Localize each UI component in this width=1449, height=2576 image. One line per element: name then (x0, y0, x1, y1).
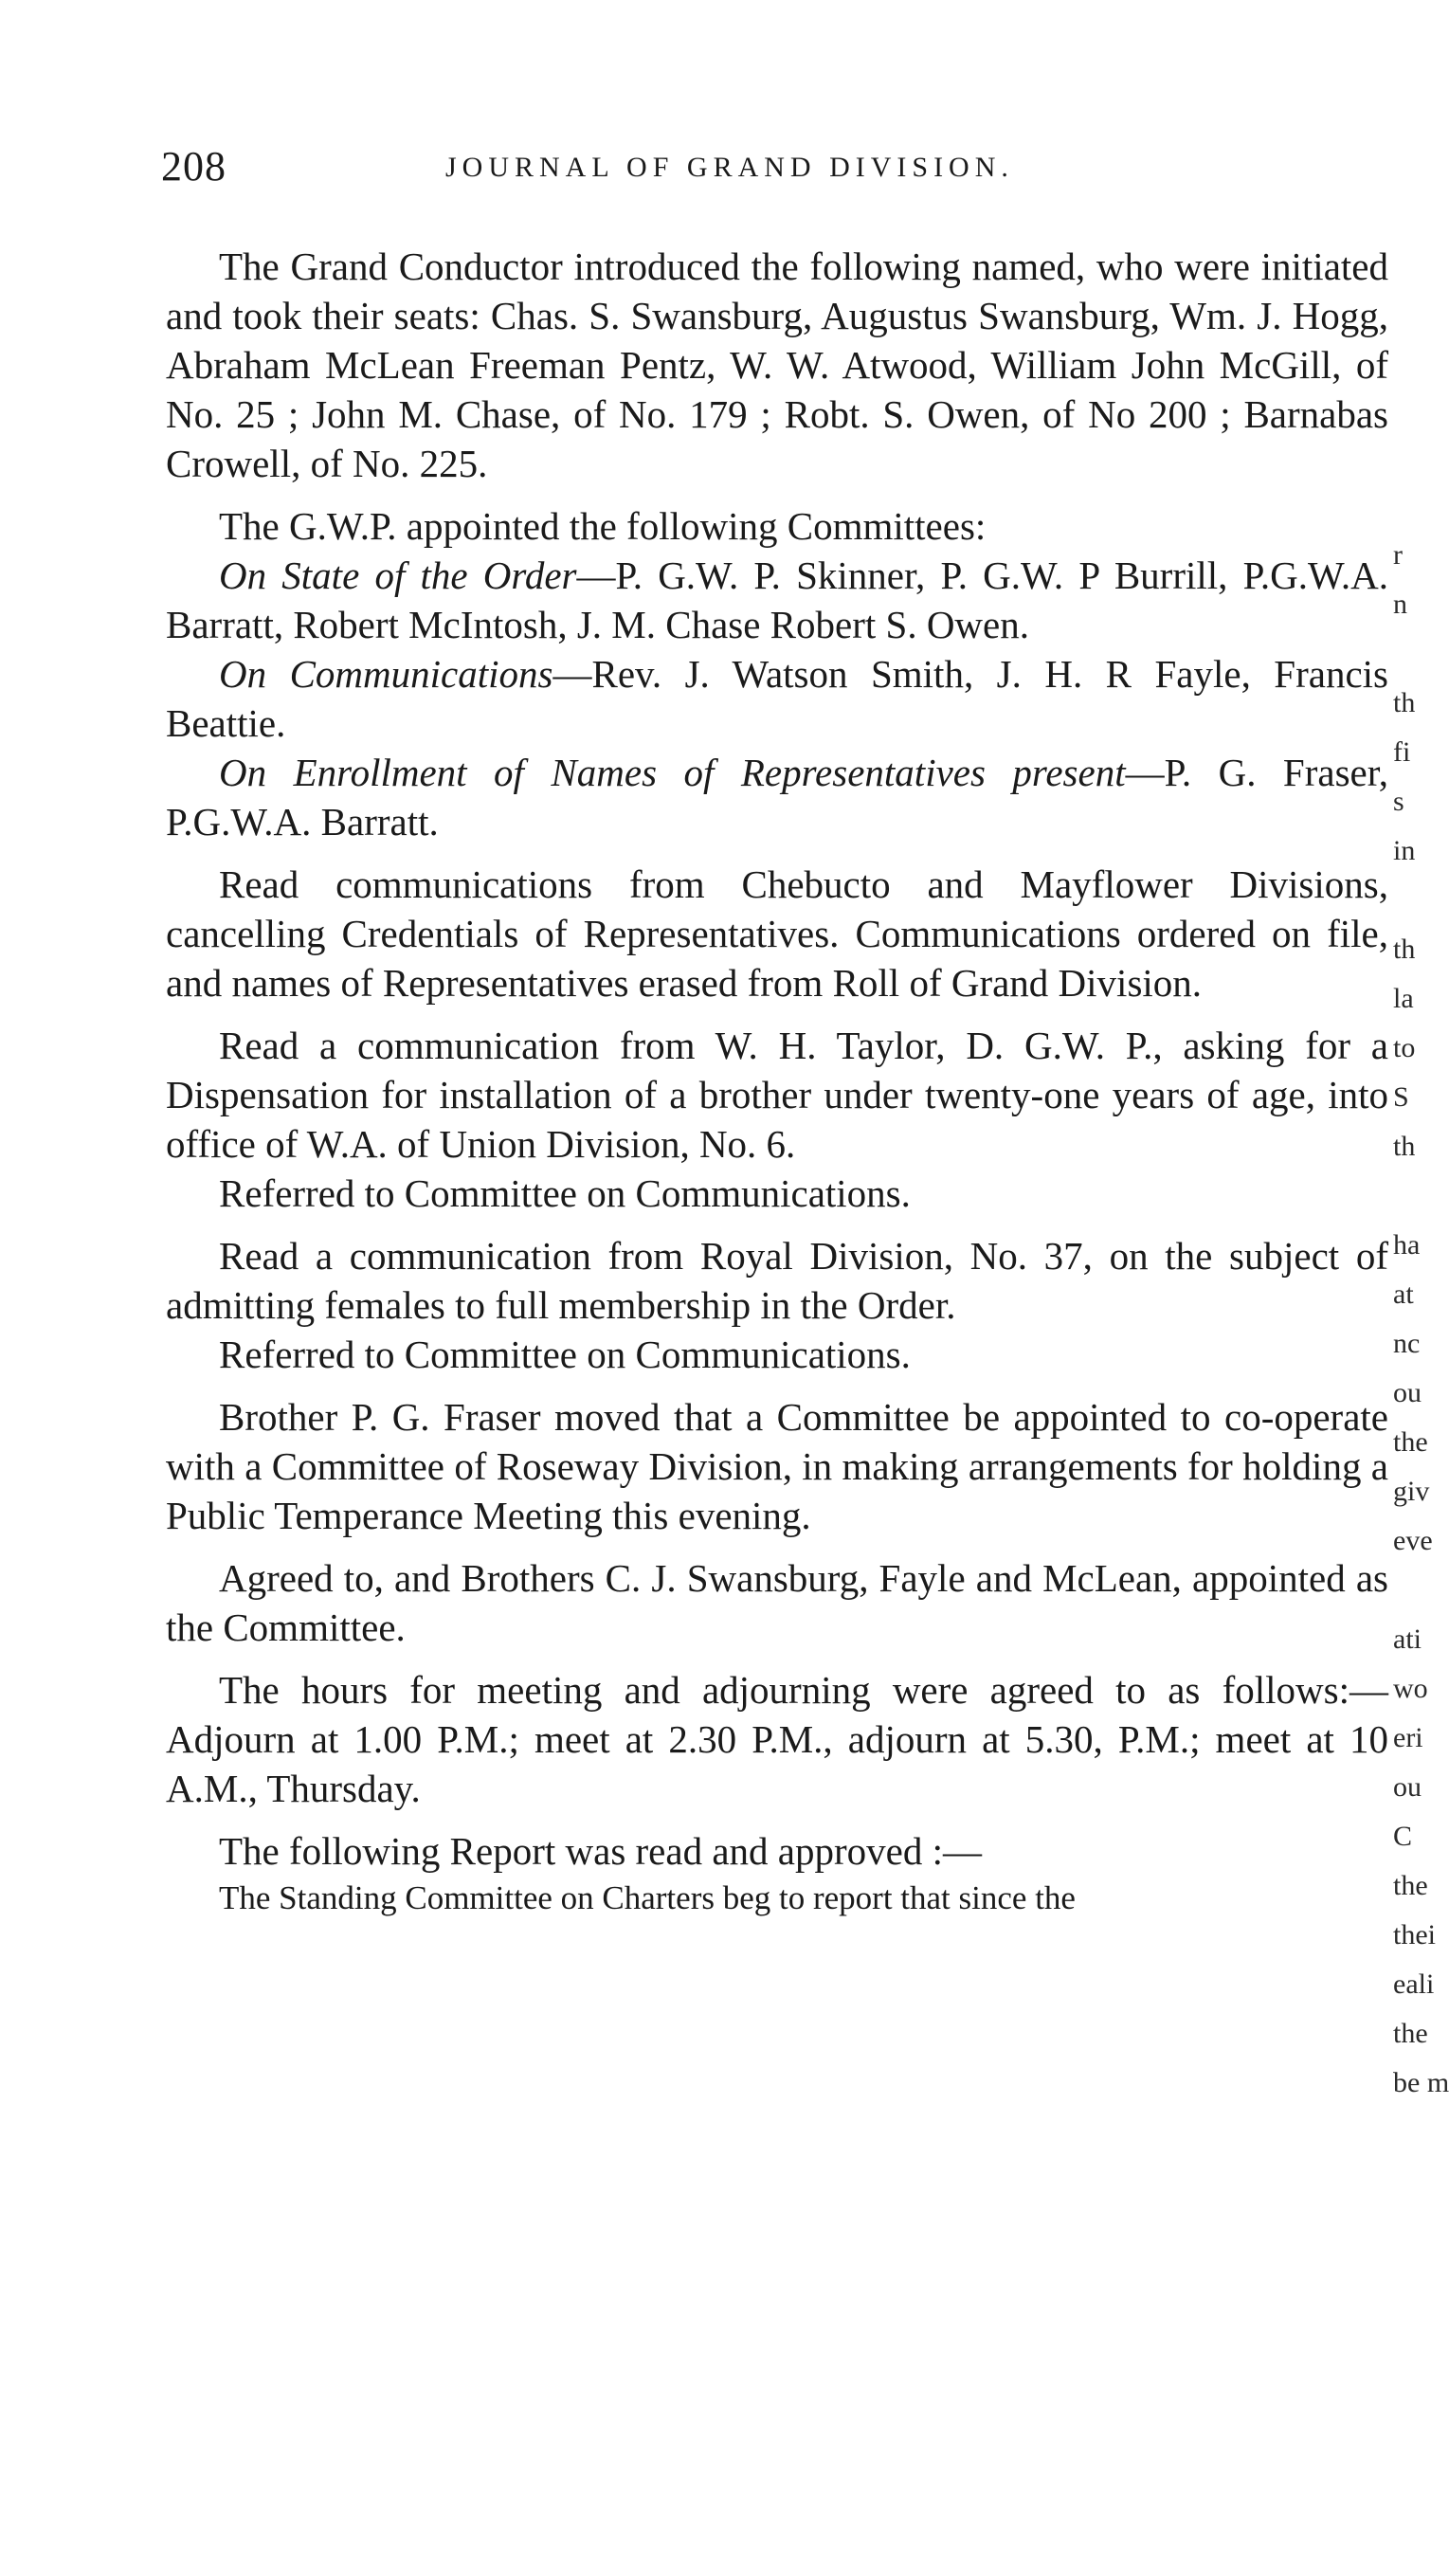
committee-name: On Enrollment of Names of Representatives present (219, 751, 1126, 794)
body-text (166, 242, 1388, 1921)
margin-fragment (1393, 876, 1430, 925)
paragraph-agreed (166, 1553, 1388, 1652)
paragraph-charters-report (166, 1876, 1388, 1921)
margin-fragment: ou (1393, 1377, 1422, 1408)
paragraph-text: The Grand Conductor introduced the following named, who were initiated and took their seats: Chas. S. Swansburg, Augustus Swansburg, Wm. J. Hogg, Abraham McLean Freeman Pentz, W. W. Atwood, William John McGill, of No. 25 ; John M. Chase, of No. 179 ; Robt. S. Owen, of No 200 ; Barnabas Crowell, of No. 225. (166, 245, 1388, 485)
margin-fragment: la (1393, 983, 1414, 1014)
paragraph-text: Read a communication from W. H. Taylor, D. G.W. P., asking for a Dispensation for installation of a brother under twenty-one years of age, into office of W.A. of Union Division, No. 6. (166, 1024, 1388, 1166)
paragraph-text: Read communications from Chebucto and Mayflower Divisions, cancelling Credentials of Representatives. Communications ordered on file, and names of Representatives erased from Roll of Grand Division. (166, 862, 1388, 1005)
margin-fragment: fi (1393, 736, 1411, 768)
margin-fragment: the (1393, 1870, 1428, 1901)
margin-fragment: eve (1393, 1525, 1433, 1556)
margin-fragment: ou (1393, 1771, 1422, 1803)
page-number: 208 (161, 143, 226, 190)
margin-fragment: n (1393, 589, 1407, 620)
running-head: JOURNAL OF GRAND DIVISION. (445, 152, 1014, 183)
margin-fragment: the (1393, 2018, 1428, 2049)
margin-fragment: r (1393, 539, 1403, 571)
margin-fragment: the (1393, 1426, 1428, 1458)
facing-page-margin (1393, 531, 1449, 2521)
committee-name: On State of the Order (219, 553, 577, 597)
margin-fragment: at (1393, 1279, 1414, 1310)
margin-fragment: th (1393, 934, 1416, 965)
margin-fragment: th (1393, 687, 1416, 718)
margin-fragment: thei (1393, 1919, 1436, 1950)
margin-fragment: ha (1393, 1229, 1421, 1261)
paragraph-referred-1 (166, 1169, 1388, 1218)
paragraph-royal-division (166, 1231, 1388, 1330)
paragraph-text: The following Report was read and approved :— (219, 1829, 982, 1873)
margin-fragment: be m (1393, 2067, 1449, 2098)
paragraph-text: Agreed to, and Brothers C. J. Swansburg, Fayle and McLean, appointed as the Committee. (166, 1556, 1388, 1649)
committee-members: —Rev. J. Watson Smith, J. H. R Fayle, Francis Beattie. (166, 652, 1389, 745)
margin-fragment: eali (1393, 1968, 1435, 2000)
margin-fragment (1393, 1171, 1430, 1221)
page-header (161, 142, 1393, 199)
paragraph-initiations (166, 242, 1388, 488)
margin-fragment: wo (1393, 1673, 1428, 1704)
paragraph-text: Brother P. G. Fraser moved that a Committee be appointed to co-operate with a Committee of Roseway Division, in making arrangements for holding a Public Temperance Meeting this evening. (166, 1395, 1388, 1537)
committee-name: On Communications (219, 652, 553, 696)
committee-communications (166, 649, 1388, 748)
margin-fragment: ati (1393, 1624, 1422, 1655)
margin-fragment: eri (1393, 1722, 1423, 1753)
margin-fragment: to (1393, 1032, 1416, 1063)
paragraph-text: Read a communication from Royal Division, No. 37, on the subject of admitting females to full membership in the Order. (166, 1234, 1388, 1327)
paragraph-text: The hours for meeting and adjourning were agreed to as follows:—Adjourn at 1.00 P.M.; meet at 2.30 P.M., adjourn at 5.30, P.M.; meet at 10 A.M., Thursday. (166, 1668, 1388, 1810)
margin-fragment (1393, 629, 1430, 679)
margin-fragment: th (1393, 1131, 1416, 1162)
paragraph-report-intro (166, 1826, 1388, 1876)
paragraph-hours (166, 1665, 1388, 1813)
committee-members: —P. G.W. P. Skinner, P. G.W. P Burrill, P.G.W.A. Barratt, Robert McIntosh, J. M. Chase Robert S. Owen. (166, 553, 1388, 646)
margin-fragment: giv (1393, 1476, 1430, 1507)
committee-enrollment (166, 748, 1388, 846)
margin-fragment: nc (1393, 1328, 1421, 1359)
paragraph-referred-2 (166, 1330, 1388, 1379)
paragraph-text: Referred to Committee on Communications. (219, 1171, 911, 1215)
committee-members: —P. G. Fraser, P.G.W.A. Barratt. (166, 751, 1388, 844)
paragraph-fraser-motion (166, 1392, 1388, 1540)
margin-fragment: in (1393, 835, 1416, 866)
margin-fragment (1393, 1566, 1430, 1615)
paragraph-dispensation-request (166, 1021, 1388, 1169)
margin-fragment: s (1393, 786, 1404, 817)
paragraph-text: The G.W.P. appointed the following Committees: (219, 504, 987, 548)
paragraph-committees-appointed (166, 501, 1388, 551)
margin-fragment: C (1393, 1821, 1413, 1852)
committee-state-of-order (166, 551, 1388, 649)
paragraph-text: Referred to Committee on Communications. (219, 1333, 911, 1376)
paragraph-text: The Standing Committee on Charters beg to report that since the (219, 1879, 1076, 1916)
paragraph-credentials-cancelled (166, 860, 1388, 1007)
margin-fragment: S (1393, 1081, 1409, 1113)
